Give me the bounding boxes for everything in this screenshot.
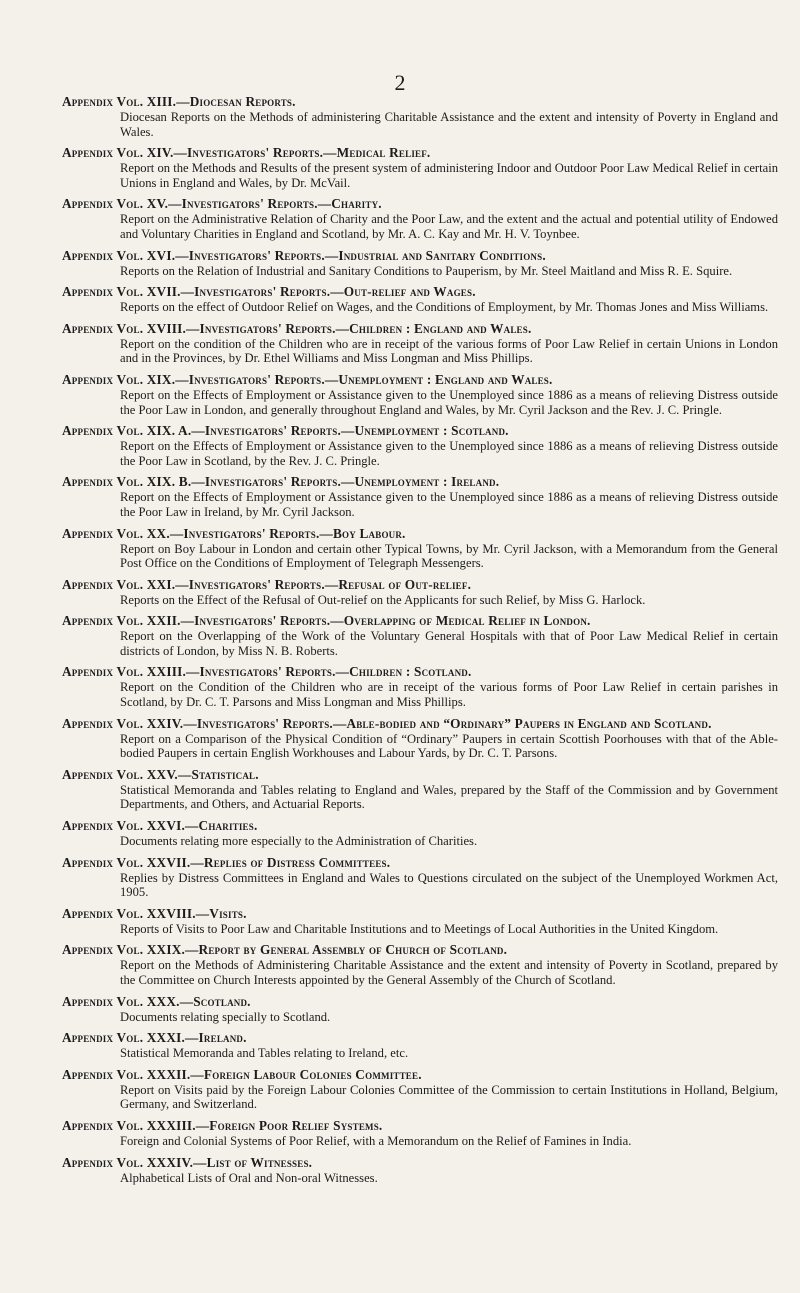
appendix-heading: Appendix Vol. XXVII.—Replies of Distress Committees. <box>62 854 391 870</box>
appendix-heading: Appendix Vol. XIX. B.—Investigators' Reports.—Unemployment : Ireland. <box>62 474 500 490</box>
appendix-heading: Appendix Vol. XIX. A.—Investigators' Reports.—Unemployment : Scotland. <box>62 423 509 439</box>
appendix-volume: Appendix Vol. XX. <box>62 525 170 541</box>
page-number: 2 <box>394 70 406 95</box>
appendix-title: List of Witnesses. <box>206 1154 313 1170</box>
appendix-entry <box>62 942 778 987</box>
appendix-title: Report by General Assembly of Church of Scotland. <box>198 942 508 958</box>
appendix-entry <box>62 284 778 315</box>
appendix-description: Documents relating specially to Scotland. <box>120 1009 331 1024</box>
appendix-entry <box>62 767 778 812</box>
appendix-heading: Appendix Vol. XXVIII.—Visits. <box>62 905 247 921</box>
appendix-description: Alphabetical Lists of Oral and Non-oral Witnesses. <box>120 1170 378 1185</box>
appendix-description: Report on the Methods of Administering Charitable Assistance and the extent and intensity of Poverty in Scotland, prepared by the Committee on Church Interests appointed by the General Assembly of the Church of Scotland. <box>120 958 778 987</box>
appendix-heading: Appendix Vol. XXX.—Scotland. <box>62 993 251 1009</box>
appendix-heading: Appendix Vol. XXII.—Investigators' Reports.—Overlapping of Medical Relief in London. <box>62 613 591 629</box>
appendix-volume: Appendix Vol. XXXIII. <box>62 1117 196 1133</box>
appendix-title: Diocesan Reports. <box>189 94 296 109</box>
appendix-entry <box>62 94 778 139</box>
appendix-heading: Appendix Vol. XVIII.—Investigators' Reports.—Children : England and Wales. <box>62 320 532 336</box>
appendix-volume: Appendix Vol. XXVI. <box>62 818 186 834</box>
appendix-heading: Appendix Vol. XXV.—Statistical. <box>62 766 259 782</box>
appendix-volume: Appendix Vol. XXV. <box>62 766 178 782</box>
appendix-title: Investigators' Reports.—Unemployment : Scotland. <box>204 423 509 439</box>
appendix-volume: Appendix Vol. XVIII. <box>62 320 186 336</box>
appendix-heading: Appendix Vol. XXIII.—Investigators' Reports.—Children : Scotland. <box>62 664 472 680</box>
appendix-title: Visits. <box>209 905 247 921</box>
appendix-heading: Appendix Vol. XXXI.—Ireland. <box>62 1030 247 1046</box>
appendix-volume: Appendix Vol. XXIV. <box>62 715 184 731</box>
appendix-description: Report on the Effects of Employment or Assistance given to the Unemployed since 1886 as a means of relieving Distress outside the Poor Law in Ireland, by Mr. Cyril Jackson. <box>120 490 778 519</box>
appendix-volume: Appendix Vol. XIX. <box>62 371 176 387</box>
appendix-description: Reports on the effect of Outdoor Relief on Wages, and the Conditions of Employment, by Mr. Thomas Jones and Miss Williams. <box>120 300 769 315</box>
appendix-heading: Appendix Vol. XXVI.—Charities. <box>62 818 258 834</box>
appendix-heading: Appendix Vol. XV.—Investigators' Reports.—Charity. <box>62 196 382 212</box>
appendix-title: Foreign Poor Relief Systems. <box>209 1117 383 1133</box>
appendix-description: Documents relating more especially to the Administration of Charities. <box>120 834 478 849</box>
appendix-entry <box>62 1030 778 1061</box>
appendix-description: Replies by Distress Committees in England and Wales to Questions circulated on the subject of the Unemployed Workmen Act, 1905. <box>120 870 778 900</box>
appendix-entry <box>62 196 778 241</box>
appendix-description: Report on the Administrative Relation of Charity and the Poor Law, and the extent and the actual and potential utility of Endowed and Voluntary Charities in England and Scotland, by Mr. A. C. Kay and Mr. H. V. Toynbee. <box>120 212 778 241</box>
appendix-description: Report on the condition of the Children who are in receipt of the various forms of Poor Law Relief in certain Unions in London and in the Provinces, by Dr. Ethel Williams and Miss Longman and Miss Phillips. <box>120 336 778 366</box>
appendix-volume: Appendix Vol. XIV. <box>62 145 174 161</box>
appendix-entry <box>62 577 778 608</box>
appendix-volume: Appendix Vol. XXII. <box>62 613 181 629</box>
appendix-entry <box>62 145 778 190</box>
appendix-title: Charities. <box>198 818 258 834</box>
appendix-volume: Appendix Vol. XXI. <box>62 576 176 592</box>
appendix-description: Statistical Memoranda and Tables relating to England and Wales, prepared by the Staff of the Commission and by Government Departments, and Others, and Actuarial Reports. <box>120 782 778 812</box>
appendix-volume: Appendix Vol. XXIII. <box>62 664 186 680</box>
appendix-title: Investigators' Reports.—Able-bodied and “Ordinary” Paupers in England and Scotland. <box>196 715 712 731</box>
appendix-heading: Appendix Vol. XVII.—Investigators' Reports.—Out-relief and Wages. <box>62 284 476 300</box>
appendix-volume: Appendix Vol. XXIX. <box>62 942 186 958</box>
appendix-heading: Appendix Vol. XIX.—Investigators' Reports.—Unemployment : England and Wales. <box>62 371 553 387</box>
appendix-description: Report on the Effects of Employment or Assistance given to the Unemployed since 1886 as a means of relieving Distress outside the Poor Law in Scotland, by the Rev. J. C. Pringle. <box>120 439 778 468</box>
appendix-description: Statistical Memoranda and Tables relating to Ireland, etc. <box>120 1046 409 1061</box>
appendix-entry <box>62 1155 778 1186</box>
appendix-description: Reports of Visits to Poor Law and Charitable Institutions and to Meetings of Local Authorities in the United Kingdom. <box>120 921 719 936</box>
appendix-title: Investigators' Reports.—Unemployment : Ireland. <box>204 474 500 490</box>
appendix-title: Investigators' Reports.—Refusal of Out-relief. <box>188 576 472 592</box>
appendix-heading: Appendix Vol. XXI.—Investigators' Reports.—Refusal of Out-relief. <box>62 576 472 592</box>
appendix-title: Investigators' Reports.—Children : England and Wales. <box>199 320 532 336</box>
appendix-entry <box>62 664 778 709</box>
appendix-volume: Appendix Vol. XXX. <box>62 993 180 1009</box>
appendix-description: Report on the Methods and Results of the present system of administering Indoor and Outdoor Poor Law Medical Relief in certain Unions in England and Wales, by Dr. McVail. <box>120 161 778 190</box>
appendix-entry <box>62 716 778 761</box>
appendix-entry <box>62 248 778 279</box>
appendix-title: Investigators' Reports.—Charity. <box>181 196 382 212</box>
appendix-entry <box>62 994 778 1025</box>
appendix-heading: Appendix Vol. XXXIII.—Foreign Poor Relief Systems. <box>62 1117 383 1133</box>
appendix-volume: Appendix Vol. XV. <box>62 196 169 212</box>
appendix-heading: Appendix Vol. XIII.—Diocesan Reports. <box>62 94 296 109</box>
appendix-description: Reports on the Effect of the Refusal of Out-relief on the Applicants for such Relief, by Miss G. Harlock. <box>120 592 646 607</box>
appendix-entry <box>62 526 778 571</box>
appendix-entry <box>62 818 778 849</box>
appendix-entry <box>62 474 778 519</box>
appendix-volume: Appendix Vol. XVII. <box>62 284 181 300</box>
appendix-entry <box>62 613 778 658</box>
appendix-title: Investigators' Reports.—Overlapping of Medical Relief in London. <box>194 613 591 629</box>
appendix-title: Investigators' Reports.—Children : Scotland. <box>199 664 472 680</box>
appendix-volume: Appendix Vol. XIII. <box>62 94 177 109</box>
appendix-entry <box>62 372 778 417</box>
appendix-entry <box>62 1067 778 1112</box>
appendix-title: Investigators' Reports.—Boy Labour. <box>183 525 406 541</box>
appendix-entry <box>62 321 778 366</box>
appendix-heading: Appendix Vol. XXXII.—Foreign Labour Colonies Committee. <box>62 1066 422 1082</box>
appendix-description: Report on the Overlapping of the Work of the Voluntary General Hospitals with that of Poor Law Medical Relief in certain districts of London, by Miss N. B. Roberts. <box>120 629 778 658</box>
appendix-heading: Appendix Vol. XVI.—Investigators' Reports.—Industrial and Sanitary Conditions. <box>62 247 546 263</box>
appendix-entry <box>62 1118 778 1149</box>
appendix-description: Report on the Effects of Employment or Assistance given to the Unemployed since 1886 as a means of relieving Distress outside the Poor Law in London, and generally throughout England and Wales, by Mr. Cyril Jackson and the Rev. J. C. Pringle. <box>120 387 778 417</box>
appendix-entry <box>62 423 778 468</box>
appendix-title: Statistical. <box>191 766 259 782</box>
appendix-title: Investigators' Reports.—Out-relief and Wages. <box>194 284 476 300</box>
appendix-entry <box>62 855 778 900</box>
appendix-description: Foreign and Colonial Systems of Poor Relief, with a Memorandum on the Relief of Famines in India. <box>120 1133 632 1148</box>
appendix-title: Investigators' Reports.—Unemployment : England and Wales. <box>188 371 553 387</box>
appendix-volume: Appendix Vol. XXXII. <box>62 1066 191 1082</box>
appendix-heading: Appendix Vol. XXIV.—Investigators' Reports.—Able-bodied and “Ordinary” Paupers in England and Scotland. <box>62 715 712 731</box>
appendix-volume: Appendix Vol. XXVIII. <box>62 905 196 921</box>
appendix-description: Report on a Comparison of the Physical Condition of “Ordinary” Paupers in certain Scottish Poorhouses with that of the Able-bodied Paupers in certain English Workhouses and Labour Yards, by Dr. C. T. Parsons. <box>120 731 778 761</box>
appendix-description: Diocesan Reports on the Methods of administering Charitable Assistance and the extent and intensity of Poverty in England and Wales. <box>120 110 778 139</box>
appendix-title: Investigators' Reports.—Industrial and Sanitary Conditions. <box>188 247 546 263</box>
appendix-description: Report on Visits paid by the Foreign Labour Colonies Committee of the Commission to certain Institutions in Holland, Belgium, Germany, and Switzerland. <box>120 1082 778 1112</box>
appendix-list <box>62 94 778 1191</box>
appendix-volume: Appendix Vol. XXVII. <box>62 854 191 870</box>
appendix-volume: Appendix Vol. XXXI. <box>62 1030 186 1046</box>
appendix-volume: Appendix Vol. XIX. A. <box>62 423 192 439</box>
appendix-volume: Appendix Vol. XIX. B. <box>62 474 192 490</box>
appendix-entry <box>62 906 778 937</box>
appendix-heading: Appendix Vol. XIV.—Investigators' Reports.—Medical Relief. <box>62 145 431 161</box>
appendix-title: Investigators' Reports.—Medical Relief. <box>187 145 431 161</box>
appendix-description: Report on the Condition of the Children who are in receipt of the various forms of Poor Law Relief in certain parishes in Scotland, by Dr. C. T. Parsons and Miss Longman and Miss Phillips. <box>120 680 778 710</box>
appendix-heading: Appendix Vol. XXXIV.—List of Witnesses. <box>62 1154 313 1170</box>
appendix-title: Replies of Distress Committees. <box>203 854 391 870</box>
appendix-heading: Appendix Vol. XX.—Investigators' Reports.—Boy Labour. <box>62 525 406 541</box>
appendix-title: Foreign Labour Colonies Committee. <box>203 1066 422 1082</box>
appendix-heading: Appendix Vol. XXIX.—Report by General Assembly of Church of Scotland. <box>62 942 508 958</box>
appendix-volume: Appendix Vol. XXXIV. <box>62 1154 194 1170</box>
appendix-title: Scotland. <box>193 993 251 1009</box>
appendix-title: Ireland. <box>198 1030 247 1046</box>
appendix-volume: Appendix Vol. XVI. <box>62 247 176 263</box>
appendix-description: Report on Boy Labour in London and certain other Typical Towns, by Mr. Cyril Jackson, with a Memorandum from the General Post Office on the Conditions of Employment of Telegraph Messengers. <box>120 541 778 571</box>
appendix-description: Reports on the Relation of Industrial and Sanitary Conditions to Pauperism, by Mr. Steel Maitland and Miss R. E. Squire. <box>120 263 733 278</box>
